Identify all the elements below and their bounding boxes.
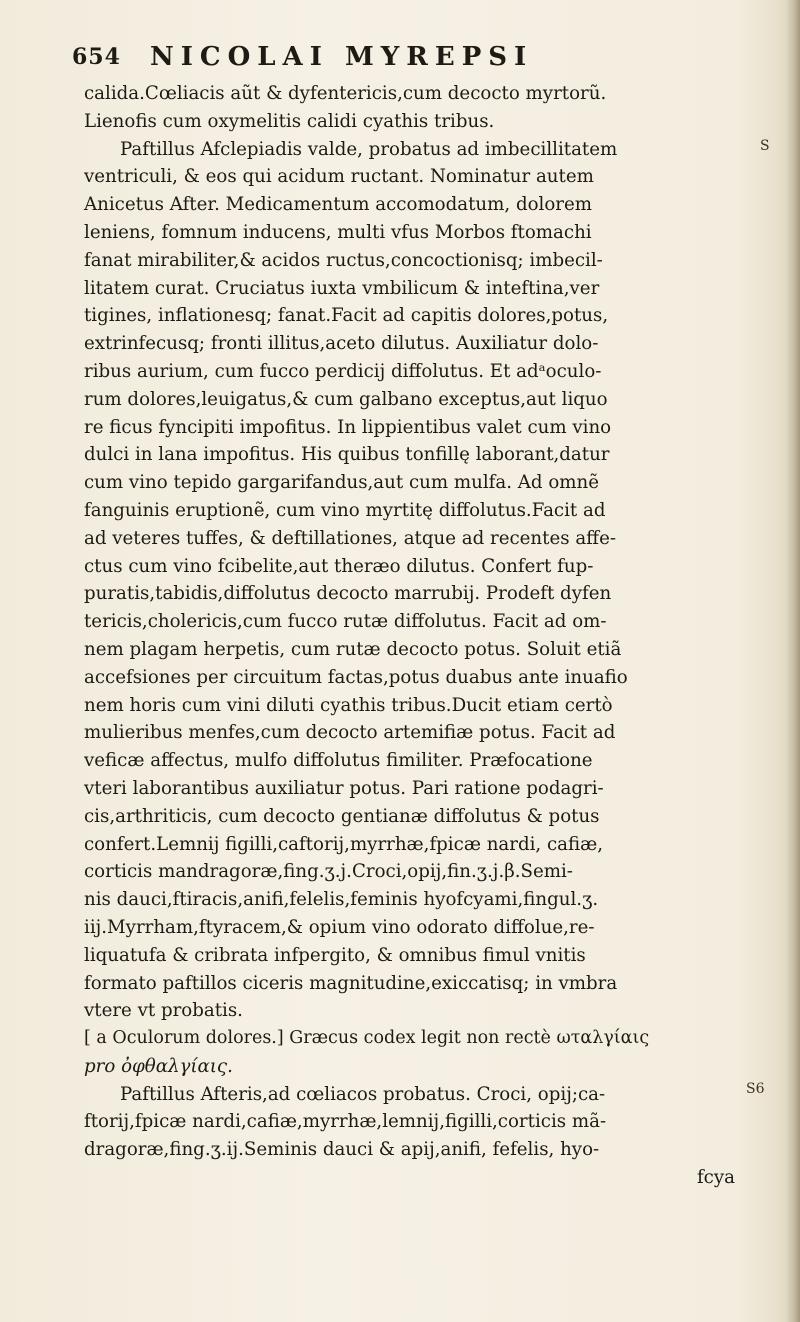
text-line: fanat mirabiliter,& acidos ructus,concoctionisq; imbecil- <box>84 249 603 271</box>
text-line: accefsiones per circuitum factas,potus duabus ante inuafio <box>84 666 628 688</box>
text-line: Anicetus After. Medicamentum accomodatum, dolorem <box>84 194 593 216</box>
text-line: leniens, fomnum inducens, multi vfus Morbos ftomachi <box>84 221 592 243</box>
text-line: vteri laborantibus auxiliatur potus. Pari ratione podagri- <box>84 777 604 799</box>
text-line: mulieribus menfes,cum decocto artemifiæ potus. Facit ad <box>84 722 616 744</box>
running-head: NICOLAI MYREPSI <box>150 42 534 72</box>
text-line: puratis,tabidis,diffolutus decocto marrubij. Prodeft dyfen <box>84 583 612 605</box>
body-text <box>84 80 749 1192</box>
text-line: ad veteres tuffes, & deftillationes, atque ad recentes affe- <box>84 527 617 549</box>
editor-note: [ a Oculorum dolores.] Græcus codex legit non rectè ωταλγίαις <box>84 1028 650 1049</box>
text-line: extrinfecusq; fronti illitus,aceto dilutus. Auxiliatur dolo- <box>84 333 599 355</box>
text-line: fanguinis eruptionẽ, cum vino myrtitę diffolutus.Facit ad <box>84 499 606 521</box>
text-line: corticis mandragoræ,fing.ʒ.j.Croci,opij,fin.ʒ.j.β.Semi- <box>84 861 573 883</box>
catchword: fcya <box>696 1167 735 1189</box>
page-number: 654 <box>72 44 121 70</box>
margin-note: S <box>760 138 770 154</box>
text-line: iij.Myrrham,ftyracem,& opium vino odorato diffolue,re- <box>84 916 595 938</box>
text-line: cum vino tepido gargarifandus,aut cum mulfa. Ad omnẽ <box>84 472 600 494</box>
text-line: dulci in lana impofitus. His quibus tonfillę laborant,datur <box>84 444 610 466</box>
text-line: nem plagam herpetis, cum rutæ decocto potus. Soluit etiã <box>84 638 622 660</box>
text-line: nem horis cum vini diluti cyathis tribus.Ducit etiam certò <box>84 694 613 716</box>
text-line: cis,arthriticis, cum decocto gentianæ diffolutus & potus <box>84 805 600 827</box>
text-line: formato paftillos ciceris magnitudine,exiccatisq; in vmbra <box>84 972 618 994</box>
text-line: ventriculi, & eos qui acidum ructant. Nominatur autem <box>84 166 594 188</box>
text-line: Lienofis cum oxymelitis calidi cyathis tribus. <box>84 110 495 132</box>
text-line: dragoræ,fing.ʒ.ij.Seminis dauci & apij,anifi, fefelis, hyo- <box>84 1139 600 1161</box>
text-line: rum dolores,leuigatus,& cum galbano exceptus,aut liquo <box>84 388 608 410</box>
page-edge-shadow <box>786 0 800 1322</box>
text-line: Paftillus Afclepiadis valde, probatus ad imbecillitatem <box>120 138 618 160</box>
editor-note-continued: pro ὀφθαλγίαις. <box>84 1055 233 1077</box>
text-line: tericis,cholericis,cum fucco rutæ diffolutus. Facit ad om- <box>84 611 607 633</box>
text-line: re ficus fyncipiti impofitus. In lippientibus valet cum vino <box>84 416 612 438</box>
text-line: nis dauci,ftiracis,anifi,felelis,feminis hyofcyami,fingul.ʒ. <box>84 889 599 911</box>
text-line: Paftillus Afteris,ad cœliacos probatus. Croci, opij;ca- <box>120 1083 606 1105</box>
text-line: ftorij,fpicæ nardi,cafiæ,myrrhæ,lemnij,figilli,corticis mã- <box>84 1111 607 1133</box>
text-line: ctus cum vino fcibelite,aut theræo dilutus. Confert fup- <box>84 555 594 577</box>
text-line: vtere vt probatis. <box>84 1000 243 1022</box>
text-line: liquatufa & cribrata infpergito, & omnibus fimul vnitis <box>84 944 586 966</box>
text-line: litatem curat. Cruciatus iuxta vmbilicum & inteftina,ver <box>84 277 600 299</box>
text-line: veficæ affectus, mulfo diffolutus fimiliter. Præfocatione <box>84 750 593 772</box>
margin-note: S6 <box>746 1081 765 1097</box>
page-header <box>72 42 672 78</box>
text-line: confert.Lemnij figilli,caftorij,myrrhæ,fpicæ nardi, cafiæ, <box>84 833 604 855</box>
text-line: tigines, inflationesq; fanat.Facit ad capitis dolores,potus, <box>84 305 609 327</box>
text-line: calida.Cœliacis aũt & dyfentericis,cum decocto myrtorũ. <box>84 83 607 104</box>
text-line: ribus aurium, cum fucco perdicij diffolutus. Et adᵃoculo- <box>84 360 602 382</box>
